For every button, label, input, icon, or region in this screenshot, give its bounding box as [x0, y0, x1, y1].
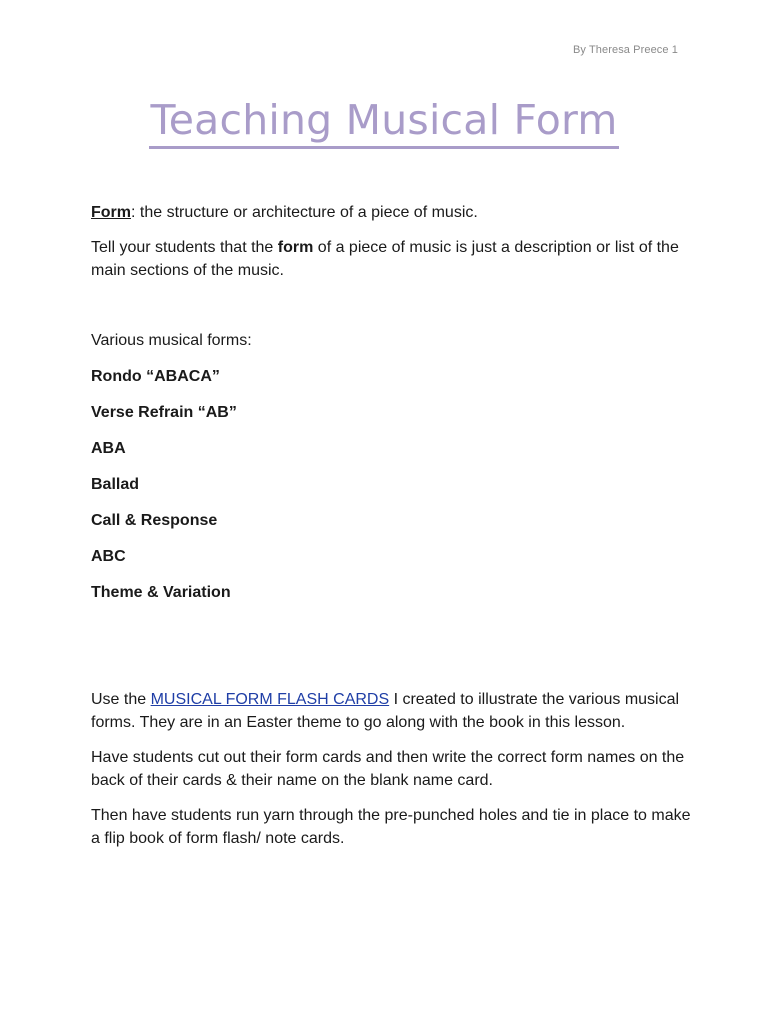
form-definition	[91, 201, 691, 224]
usage-paragraph	[91, 688, 691, 734]
form-item-abc: ABC	[91, 548, 126, 565]
document-body	[91, 201, 691, 850]
intro-before: Tell your students that the	[91, 239, 278, 256]
intro-bold-term: form	[277, 239, 314, 256]
usage-after: I created to illustrate the various musical forms. They are in an Easter theme to go along with the book in this lesson.	[91, 691, 680, 731]
intro-paragraph	[91, 236, 691, 282]
instruction-flip-book: Then have students run yarn through the pre-punched holes and tie in place to make a flip book of form flash/ note cards.	[91, 807, 691, 847]
page-title-text: Teaching Musical Form	[149, 96, 618, 149]
intro-after: of a piece of music is just a description or list of the main sections of the music.	[91, 239, 679, 279]
forms-heading: Various musical forms:	[91, 332, 252, 349]
instruction-cut-cards: Have students cut out their form cards and then write the correct form names on the back of their cards & their name on the blank name card.	[91, 749, 685, 789]
form-item-call-response: Call & Response	[91, 512, 218, 529]
form-item-theme-variation: Theme & Variation	[91, 584, 231, 601]
form-item-rondo: Rondo “ABACA”	[91, 368, 220, 385]
definition-text: : the structure or architecture of a piece of music.	[131, 204, 478, 221]
definition-term: Form	[91, 204, 131, 221]
form-item-ballad: Ballad	[91, 476, 140, 493]
page-title	[0, 94, 768, 146]
form-item-verse-refrain: Verse Refrain “AB”	[91, 404, 237, 421]
form-item-aba: ABA	[91, 440, 126, 457]
usage-before: Use the	[91, 691, 151, 708]
author-page-note: By Theresa Preece 1	[572, 44, 678, 56]
flash-cards-link[interactable]: MUSICAL FORM FLASH CARDS	[150, 691, 390, 708]
forms-list	[91, 365, 691, 604]
